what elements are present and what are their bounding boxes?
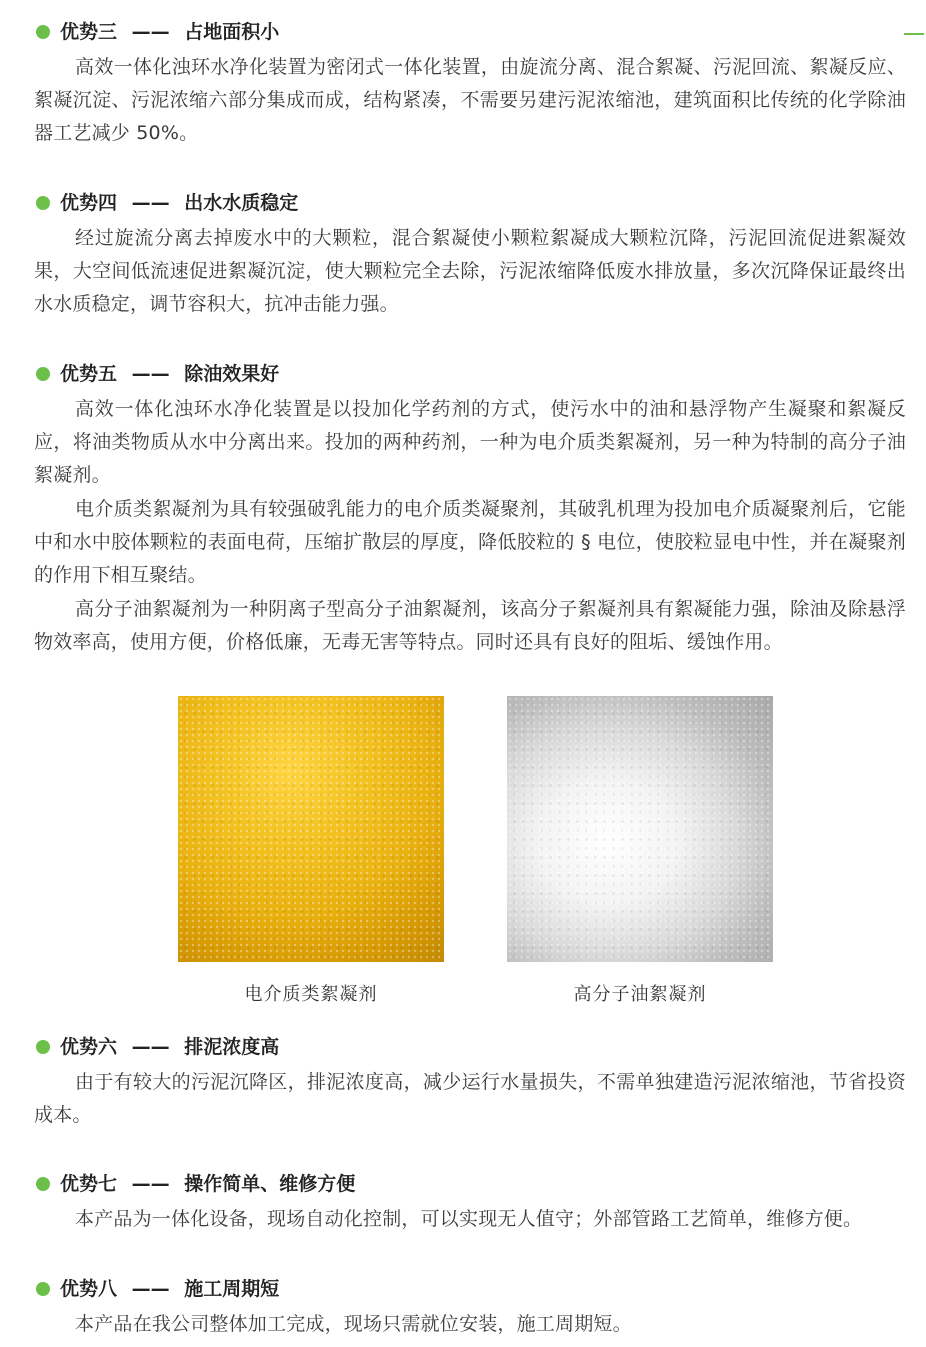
heading-separator: ——: [131, 1173, 170, 1195]
heading-separator: ——: [131, 21, 170, 43]
figure-electrolyte-flocculant: [178, 696, 444, 1006]
section-heading: [0, 1169, 926, 1199]
paragraph: 高效一体化浊环水净化装置是以投加化学药剂的方式，使污水中的油和悬浮物产生凝聚和絮凝反应，将油类物质从水中分离出来。投加的两种药剂，一种为电介质类絮凝剂，另一种为特制的高分子油絮凝剂。: [34, 398, 906, 486]
heading-title: 优势五: [60, 363, 118, 385]
heading-subtitle: 出水水质稳定: [184, 192, 299, 214]
paragraph: 高分子油絮凝剂为一种阴离子型高分子油絮凝剂，该高分子絮凝剂具有絮凝能力强，除油及除悬浮物效率高，使用方便，价格低廉，无毒无害等特点。同时还具有良好的阻垢、缓蚀作用。: [34, 598, 906, 653]
heading-separator: ——: [131, 1036, 170, 1058]
heading-title: 优势四: [60, 192, 118, 214]
section-advantage-3: [0, 17, 926, 150]
heading-separator: ——: [131, 192, 170, 214]
heading-title: 优势八: [60, 1278, 118, 1300]
section-heading: [0, 188, 926, 218]
paragraph: 经过旋流分离去掉废水中的大颗粒，混合絮凝使小颗粒絮凝成大颗粒沉降，污泥回流促进絮凝效果，大空间低流速促进絮凝沉淀，使大颗粒完全去除，污泥浓缩降低废水排放量，多次沉降保证最终出水水质稳定，调节容积大，抗冲击能力强。: [34, 227, 906, 315]
heading-subtitle: 操作简单、维修方便: [184, 1173, 356, 1195]
heading-title: 优势六: [60, 1036, 118, 1058]
heading-subtitle: 除油效果好: [184, 363, 280, 385]
figure-polymer-flocculant: [507, 696, 773, 1006]
paragraph: 电介质类絮凝剂为具有较强破乳能力的电介质类凝聚剂，其破乳机理为投加电介质凝聚剂后，它能中和水中胶体颗粒的表面电荷，压缩扩散层的厚度，降低胶粒的 § 电位，使胶粒显电中性，并在凝聚剂的作用下相互聚结。: [34, 498, 906, 586]
bullet-icon: [36, 1177, 50, 1191]
paragraph: 本产品为一体化设备，现场自动化控制，可以实现无人值守；外部管路工艺简单，维修方便。: [75, 1208, 863, 1230]
heading-separator: ——: [131, 363, 170, 385]
powder-texture: [178, 696, 444, 962]
bullet-icon: [36, 196, 50, 210]
paragraph: 由于有较大的污泥沉降区，排泥浓度高，减少运行水量损失，不需单独建造污泥浓缩池，节省投资成本。: [34, 1071, 906, 1126]
section-advantage-4: [0, 188, 926, 321]
heading-separator: ——: [131, 1278, 170, 1300]
yellow-powder-image: [178, 696, 444, 962]
figure-caption: 高分子油絮凝剂: [573, 984, 707, 1005]
bullet-icon: [36, 25, 50, 39]
figure-row: [0, 696, 926, 1016]
section-advantage-8: [0, 1274, 926, 1341]
section-heading: [0, 1274, 926, 1304]
figure-caption: 电介质类絮凝剂: [244, 984, 378, 1005]
section-heading: [0, 1032, 926, 1062]
heading-title: 优势七: [60, 1173, 118, 1195]
heading-title: 优势三: [60, 21, 118, 43]
section-heading: [0, 359, 926, 389]
section-advantage-6: [0, 1032, 926, 1132]
heading-subtitle: 施工周期短: [184, 1278, 280, 1300]
heading-subtitle: 排泥浓度高: [184, 1036, 280, 1058]
section-advantage-5: [0, 359, 926, 659]
section-heading: [0, 17, 926, 47]
powder-texture: [507, 696, 773, 962]
paragraph: 本产品在我公司整体加工完成，现场只需就位安装，施工周期短。: [75, 1313, 632, 1335]
white-powder-image: [507, 696, 773, 962]
section-advantage-7: [0, 1169, 926, 1236]
bullet-icon: [36, 1040, 50, 1054]
paragraph: 高效一体化浊环水净化装置为密闭式一体化装置，由旋流分离、混合絮凝、污泥回流、絮凝反应、絮凝沉淀、污泥浓缩六部分集成而成，结构紧凑，不需要另建污泥浓缩池，建筑面积比传统的化学除油器工艺减少 50%。: [34, 56, 906, 144]
bullet-icon: [36, 367, 50, 381]
bullet-icon: [36, 1282, 50, 1296]
heading-subtitle: 占地面积小: [184, 21, 280, 43]
